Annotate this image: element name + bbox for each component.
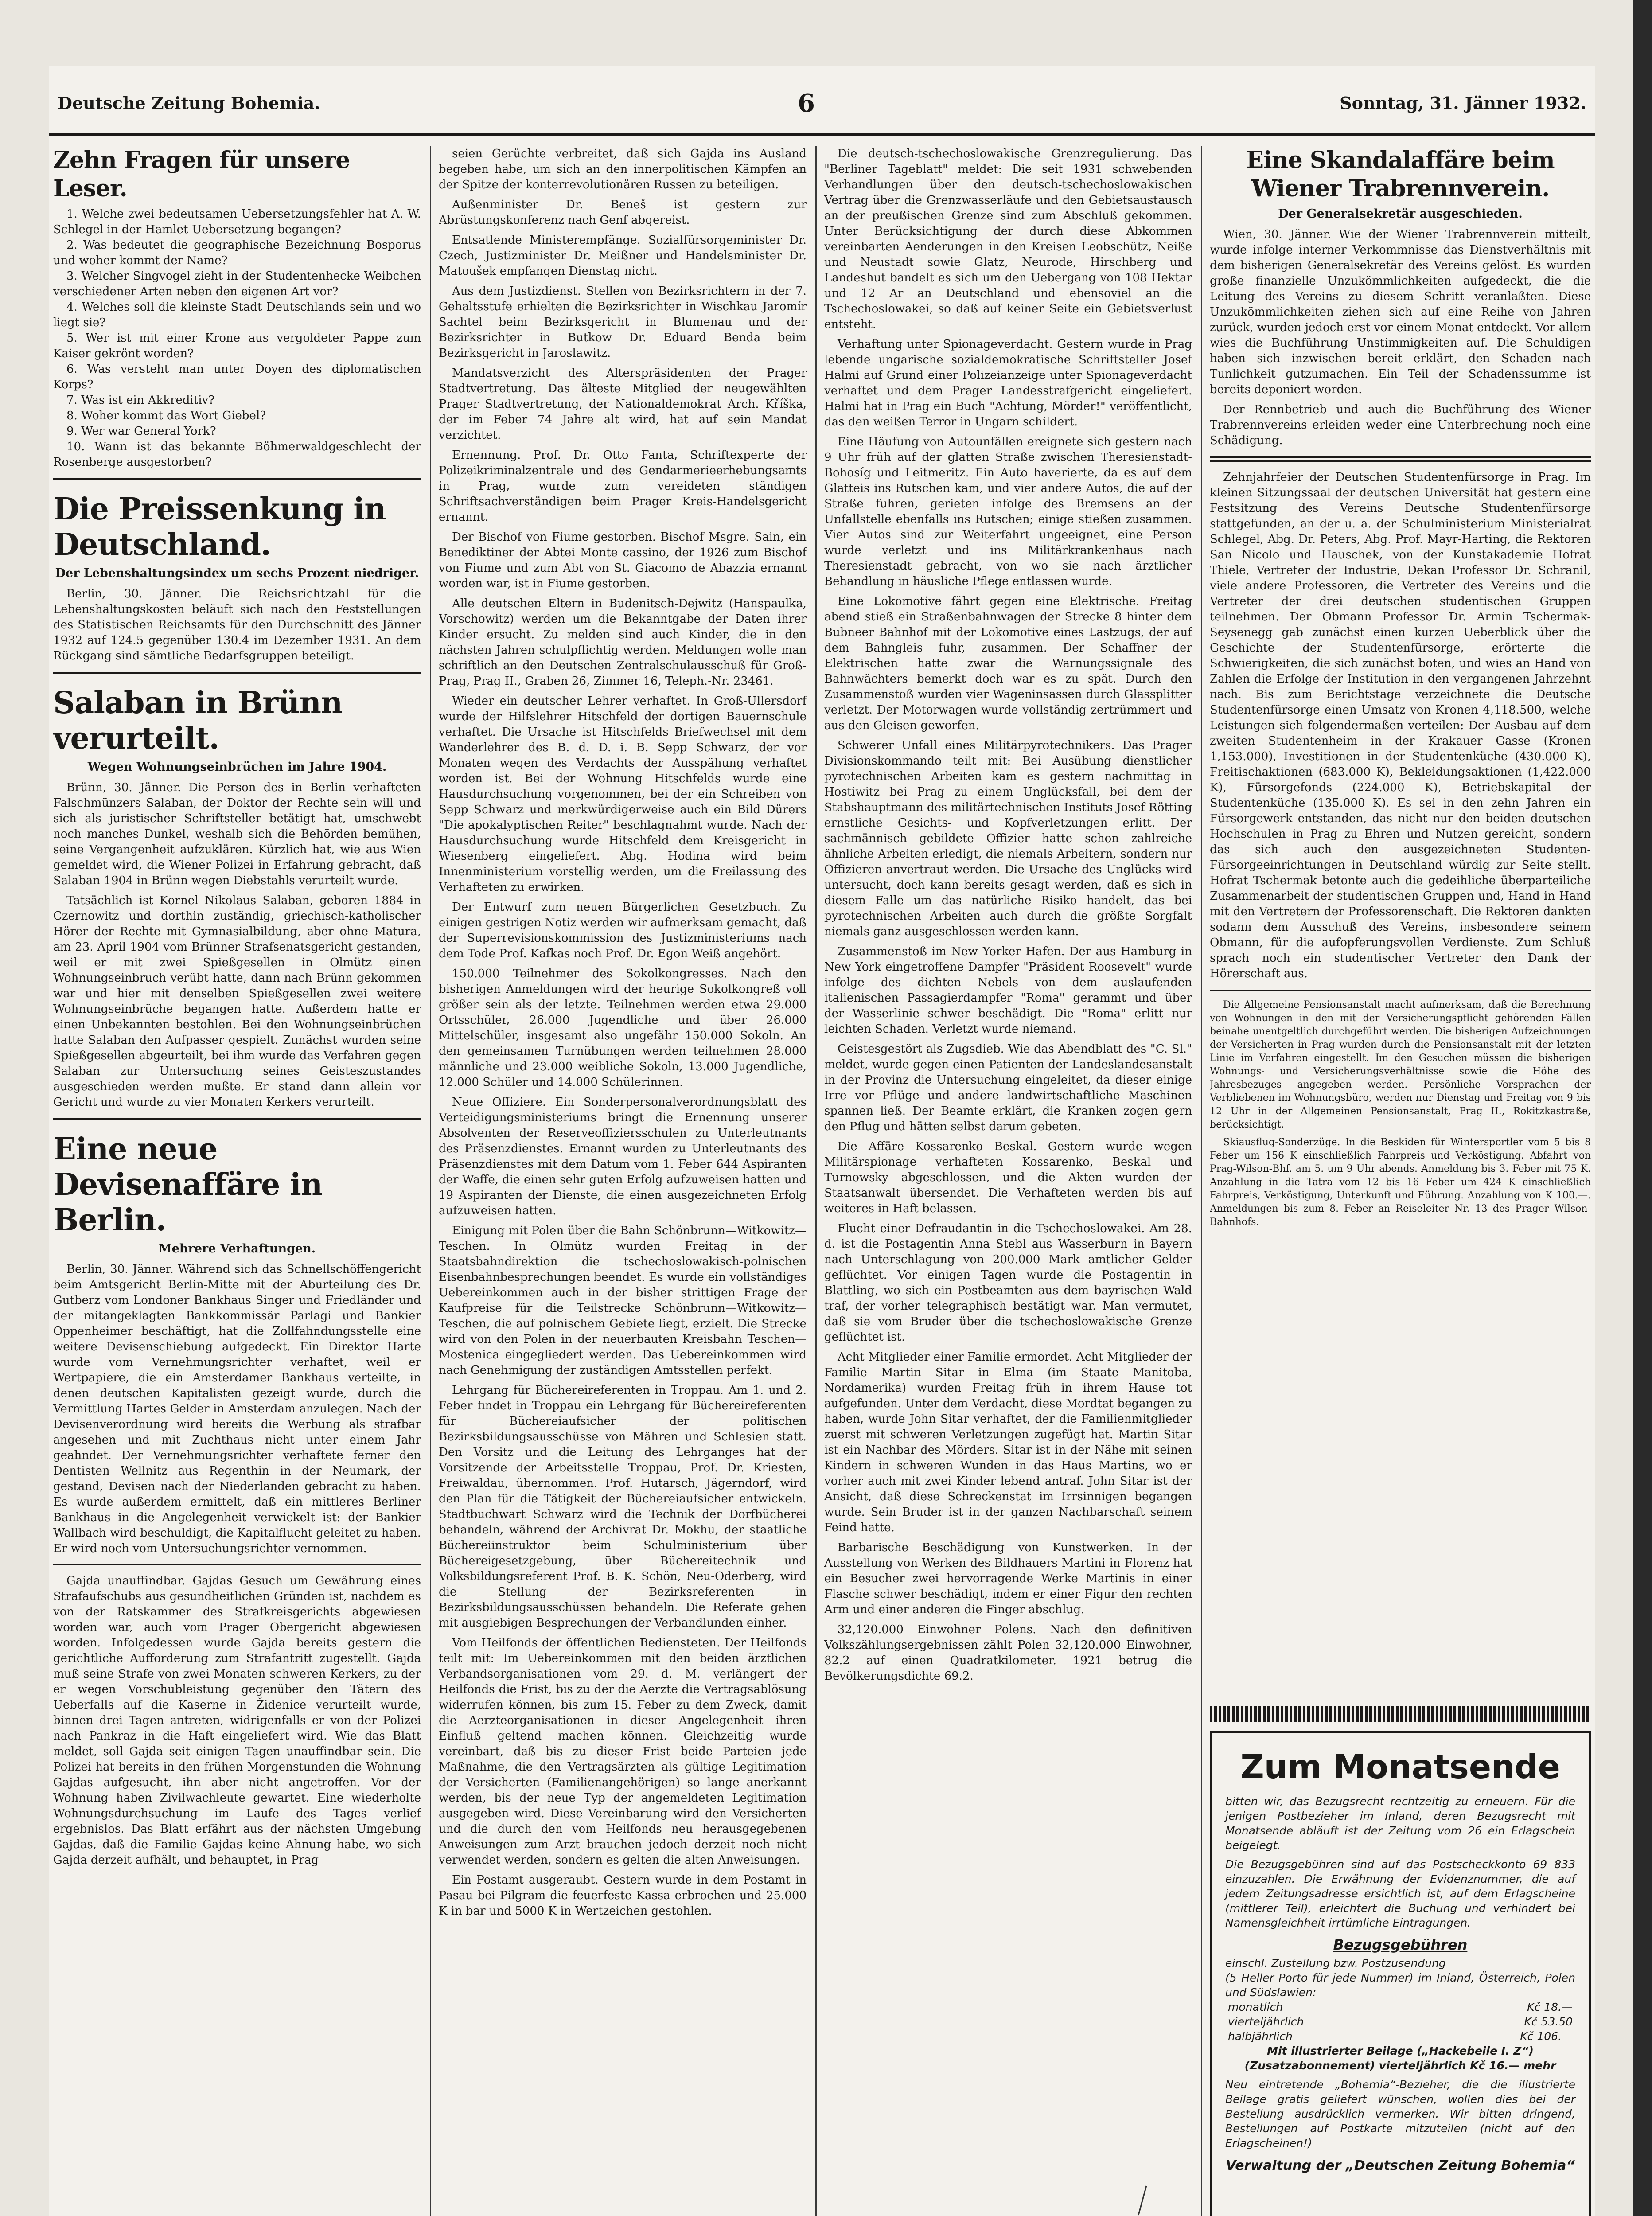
news-item: Verhaftung unter Spionageverdacht. Gestern wurde in Prag lebende ungarische sozialdemokratische Schriftsteller Josef Halmi auf Grund einer Polizeianzeige unter Spionageverdacht verhaftet und dem Prager Landesstrafgericht eingeliefert. Halmi hat in Prag ein Buch "Achtung, Mörder!" veröffentlicht, das den weißen Terror in Ungarn schildert. bbox=[824, 338, 1192, 429]
skandal-body: Der Rennbetrieb und auch die Buchführung des Wiener Trabrennvereins erleiden weder eine Unterbrechung noch eine Schädigung. bbox=[1210, 403, 1591, 447]
preis-body: Berlin, 30. Jänner. Die Reichsrichtzahl für die Lebenshaltungskosten beläuft sich nach den Feststellungen des Statistischen Reichsamts für den Durchschnitt des Jänner 1932 auf 124.5 gegenüber 130.4 im Dezember 1931. An dem Rückgang sind sämtliche Bedarfsgruppen beteiligt. bbox=[53, 587, 421, 663]
skandal-subhead: Der Generalsekretär ausgeschieden. bbox=[1278, 207, 1523, 221]
news-item: Mandatsverzicht des Alterspräsidenten der Prager Stadtvertretung. Das älteste Mitglied der neugewählten Prager Stadtvertretung, der Nationaldemokrat Arch. Kříška, der im Feber 74 Jahre alt wird, hat auf sein Mandat verzichtet. bbox=[439, 367, 807, 442]
fee-price: Kč 18.— bbox=[1527, 2001, 1573, 2013]
skandal-body: Wien, 30. Jänner. Wie der Wiener Trabrennverein mitteilt, wurde infolge interner Verkommnisse das Dienstverhältnis mit dem bisherigen Generalsekretär des Vereins gelöst. Es wurden große finanzielle Unzukömmlichkeiten aufgedeckt, die die Leitung des Vereins zu diesem Schritt veranlaßten. Diese Unzukömmlichkeiten ziehen sich auf eine Reihe von Jahren zurück, wurden jedoch erst vor einem Monat entdeckt. Vor allem wies die Buchführung Unstimmigkeiten auf. Die Schuldigen haben sich inzwischen bereit erklärt, den Schaden nach Tunlichkeit gutzumachen. Ein Teil der Schadenssumme ist bereits deponiert worden. bbox=[1210, 228, 1591, 396]
news-item: Einigung mit Polen über die Bahn Schönbrunn—Witkowitz—Teschen. In Olmütz wurden Freitag in der Staatsbahndirektion die tschechoslowakisch-polnischen Eisenbahnbesprechungen beendet. Es wurde ein vollständiges Uebereinkommen auch in der bisher strittigen Frage der Kaufpreise für die Teilstrecke Schönbrunn—Witkowitz—Teschen, die auf polnischem Gebiete liegt, erzielt. Die Strecke wird von den Polen in der neuerbauten Kreisbahn Teschen—Mostenica eingegliedert werden. Das Uebereinkommen wird nach Genehmigung der zuständigen Amtsstellen perfekt. bbox=[439, 1224, 807, 1377]
preis-headline: Die Preissenkung in Deutschland. bbox=[53, 492, 386, 562]
fees-header: (5 Heller Porto für jede Nummer) im Inland, Österreich, Polen und Südslawien: bbox=[1225, 1971, 1575, 1999]
salaban-subhead: Wegen Wohnungseinbrüchen im Jahre 1904. bbox=[87, 760, 387, 774]
devisen-subhead: Mehrere Verhaftungen. bbox=[158, 1242, 316, 1256]
ad-text: Die Bezugsgebühren sind auf das Postscheckkonto 69 833 einzuzahlen. Die Erwähnung der Evidenznummer, die auf jedem Zeitungsadresse ersichtlich ist, auf dem Erlagscheine (mittlerer Teil), erleichtert die Buchung und verhindert bei Namensgleichheit irrtümliche Eintragungen. bbox=[1225, 1858, 1575, 1929]
news-item: Neue Offiziere. Ein Sonderpersonalverordnungsblatt des Verteidigungsministeriums bringt die Ernennung unserer Absolventen der Reserveoffiziersschulen zu Unterleutnants des Präsenzdienstes. Ernannt wurden zu Unterleutnants des Präsenzdienstes mit dem Datum vom 1. Feber 644 Aspiranten der Waffe, die einen sehr guten Erfolg aufzuweisen hatten und 19 Aspiranten der Dienste, die einen ausgezeichneten Erfolg aufzuweisen hatten. bbox=[439, 1096, 807, 1217]
fee-price: Kč 53.50 bbox=[1524, 2015, 1573, 2028]
ad-footer: Verwaltung der „Deutschen Zeitung Bohemia“ bbox=[1226, 2158, 1575, 2173]
section-divider bbox=[53, 672, 421, 674]
news-item: Eine Häufung von Autounfällen ereignete sich gestern nach 9 Uhr früh auf der glatten Straße zwischen Theresienstadt-Bohosíg und Leitmeritz. Ein Auto haverierte, da es auf dem Glatteis ins Rutschen kam, und vier andere Autos, die auf der Straße fuhren, gerieten infolge des Bremsens an der Unfallstelle ebenfalls ins Rutschen; einige stießen zusammen. Vier Autos sind zur Weiterfahrt ungeeignet, eine Person wurde verletzt und ins Militärkrankenhaus nach Theresienstadt gebracht, von wo sie nach ärztlicher Behandlung in häusliche Pflege entlassen wurde. bbox=[824, 435, 1192, 588]
fees-header: einschl. Zustellung bzw. Postzusendung bbox=[1225, 1957, 1446, 1970]
news-item: Eine Lokomotive fährt gegen eine Elektrische. Freitag abend stieß ein Straßenbahnwagen der Strecke 8 hinter dem Bubneer Bahnhof mit der Lokomotive eines Lastzugs, der auf dem Bahngleis fuhr, zusammen. Der Schaffner der Elektrischen hatte zwar die Warnungssignale des Bahnwächters bemerkt doch war es zu spät. Durch den Zusammenstoß wurden vier Wageninsassen durch Glassplitter verletzt. Der Motorwagen wurde vollständig zertrümmert und aus den Gleisen geworfen. bbox=[824, 595, 1192, 732]
news-item: Der Entwurf zum neuen Bürgerlichen Gesetzbuch. Zu einigen gestrigen Notiz werden wir aufmerksam gemacht, daß der Superrevisionskommission des Justizministeriums nach dem Tode Prof. Kafkas noch Prof. Dr. Egon Weiß angehört. bbox=[439, 901, 807, 960]
quiz-question: 5. Wer ist mit einer Krone aus vergoldeter Pappe zum Kaiser gekrönt worden? bbox=[53, 332, 421, 360]
fees-title: Bezugsgebühren bbox=[1333, 1936, 1468, 1953]
devisen-body: Berlin, 30. Jänner. Während sich das Schnellschöffengericht beim Amtsgericht Berlin-Mitte mit der Aburteilung des Dr. Gutberz vom Londoner Bankhaus Singer und Friedländer und der mitangeklagten Bankkommissär Parlagi und Bankier Oppenheimer beschäftigt, hat die Zollfahndungsstelle eine weitere Devisenschiebung aufgedeckt. Ein Direktor Harte wurde vom Vernehmungsrichter verhaftet, weil er Wertpapiere, die ein Amsterdamer Bankhaus verteilte, in denen deutschen Kapitalisten gezeigt wurde, durch die Vermittlung Hartes Gelder in Amsterdam anzulegen. Nach der Devisenverordnung wird bereits die Werbung als strafbar angesehen und mit Zuchthaus nicht unter einem Jahr geahndet. Der Vernehmungsrichter verhaftete ferner den Dentisten Wellnitz aus Regenthin in der Neumark, der gestand, Devisen nach der Niederlanden gebracht zu haben. Es wurde außerdem ermittelt, daß ein mittleres Berliner Bankhaus in die Angelegenheit verwickelt ist: der Bankier Wallbach wird beschuldigt, die Kapitalflucht geleitet zu haben. Er wird noch vom Untersuchungsrichter vernommen. bbox=[53, 1263, 421, 1555]
ad-text: bitten wir, das Bezugsrecht rechtzeitig zu erneuern. Für die jenigen Postbezieher im Inland, deren Bezugsrecht mit Monatsende abläuft ist der Zeitung vom 26 ein Erlagschein beigelegt. bbox=[1225, 1795, 1575, 1852]
news-item: Acht Mitglieder einer Familie ermordet. Acht Mitglieder der Familie Martin Sitar in Elma (im Staate Manitoba, Nordamerika) wurden Freitag früh in ihrem Hause tot aufgefunden. Unter dem Verdacht, diese Mordtat begangen zu haben, wurde John Sitar verhaftet, der die Familienmitglieder zuerst mit schweren Verletzungen zugefügt hat. Martin Sitar ist ein Nachbar des Mörders. Sitar ist in der Nähe mit seinen Kindern in schweren Wunden in das Haus Martins, wo er vorher auch mit zwei Kinder lebend antraf. John Sitar ist der Ansicht, daß diese Schreckenstat im Irrsinnigen begangen wurde. Sein Bruder ist in der ganzen Nachbarschaft seinem Feind hatte. bbox=[824, 1350, 1192, 1534]
quiz-question: 3. Welcher Singvogel zieht in der Studentenhecke Weibchen verschiedener Arten neben den eigenen Art vor? bbox=[53, 269, 421, 298]
column-rule bbox=[430, 146, 431, 2216]
ad-text: Neu eintretende „Bohemia“-Bezieher, die die illustrierte Beilage gratis geliefert wünschen, wollen dies bei der Bestellung ausdrücklich vermerken. Wir bitten dringend, Bestellungen auf Postkarte mitzuteilen (nicht auf den Erlagscheinen!) bbox=[1225, 2078, 1575, 2150]
fee-period: halbjährlich bbox=[1228, 2030, 1293, 2043]
news-item: Entsatlende Ministerempfänge. Sozialfürsorgeminister Dr. Czech, Justizminister Dr. Meißner und Handelsminister Dr. Matoušek empfangen Dienstag nicht. bbox=[439, 234, 807, 278]
column-2 bbox=[439, 146, 807, 2216]
salaban-body: Tatsächlich ist Kornel Nikolaus Salaban, geboren 1884 in Czernowitz und dorthin zuständig, griechisch-katholischer Hörer der Rechte mit Gymnasialbildung, aber ohne Matura, am 23. April 1904 vom Brünner Strafsenatsgericht gestanden, weil er mit zwei Spießgesellen in Olmütz einen Wohnungseinbruch verübt hatte, dann nach Brünn gekommen war und hier mit denselben Spießgesellen zwei weitere Wohnungseinbrüche begangen hatte. Außerdem hatte er einen Unbekannten bestohlen. Bei den Wohnungseinbrüchen hatte Salaban den Aufpasser gespielt. Zunächst wurden seine Spießgesellen abgeurteilt, bei ihm wurde das Verfahren gegen Salaban zur Untersuchung seines Geisteszustandes ausgeschieden werden mußte. Er stand dann allein vor Gericht und wurde zu vier Monaten Kerkers verurteilt. bbox=[53, 894, 421, 1109]
news-item: Aus dem Justizdienst. Stellen von Bezirksrichtern in der 7. Gehaltsstufe erhielten die Bezirksrichter in Wischkau Jaromír Sachtel beim Bezirksgericht in Blumenau und der Bezirksrichter in Butkow Dr. Eduard Benda beim Bezirksgericht in Jaroslawitz. bbox=[439, 285, 807, 360]
salaban-headline: Salaban in Brünn verurteilt. bbox=[53, 685, 343, 756]
studenten-body: Zehnjahrfeier der Deutschen Studentenfürsorge in Prag. Im kleinen Sitzungssaal der deutschen Universität hat gestern eine Festsitzung des Vereins Deutsche Studentenfürsorge stattgefunden, an der u. a. der Schulministerium Ministerialrat Schlegel, Abg. Dr. Peters, Abg. Prof. Mayr-Harting, die Rektoren San Nicolo und Hauschek, von der Kunstakademie Hofrat Thiele, Vertreter der Industrie, Dekan Professor Dr. Schranil, viele andere Professoren, die Vertreter des Vereins und die Vertreter der drei deutschen studentischen Gruppen teilnehmen. Der Obmann Professor Dr. Armin Tschermak-Seysenegg gab zunächst einen kurzen Ueberblick über die Geschichte der Studentenfürsorge, erörterte die Schwierigkeiten, die sich zunächst boten, und wies an Hand von Zahlen die Erfolge der Institution in den vergangenen Jahrzehnt nach. Bis zum Berichtstage verzeichnete die Deutsche Studentenfürsorge einen Umsatz von Kronen 4,118.500, welche Leistungen sich folgendermaßen verteilen: Der Ausbau auf dem zweiten Studentenheim in der Krakauer Gasse (Kronen 1,153.000), Investitionen in der Studentenküche (430.000 K), Freitischaktionen (683.000 K), Bekleidungsaktionen (1,422.000 K), Fürsorgefonds (224.000 K), Betriebskapital der Studentenküche (135.000 K). Es sei in den zehn Jahren ein Fürsorgewerk entstanden, das nicht nur den beiden deutschen Hochschulen in Prag zu Ehren und Nutzen gereicht, sondern das sich auch den ausgezeichneten Studenten-Fürsorgeeinrichtungen in Deutschland würdig zur Seite stellt. Hofrat Tschermak betonte auch die gedeihliche überparteiliche Zusammenarbeit der studentischen Gruppen und, Hand in Hand mit den Vertretern der Professorenschaft. Die Rektoren dankten sodann dem Ausschuß des Vereins, insbesondere seinem Obmann, für die aufopferungsvollen Verdienste. Zum Schluß sprach noch ein studentischer Vertreter den Dank der Hörerschaft aus. bbox=[1210, 471, 1591, 980]
news-item: 32,120.000 Einwohner Polens. Nach den definitiven Volkszählungsergebnissen zählt Polen 32,120.000 Einwohner, 82.2 auf einen Quadratkilometer. 1921 betrug die Bevölkerungsdichte 69.2. bbox=[824, 1623, 1192, 1683]
news-item: Schwerer Unfall eines Militärpyrotechnikers. Das Prager Divisionskommando teilt mit: Bei Ausübung dienstlicher pyrotechnischen Arbeiten kam es gestern nachmittag in Hostiwitz bei Prag zu einem Unglücksfall, bei dem der Stabshauptmann des militärtechnischen Instituts Josef Rötting ernstliche Gesichts- und Kopfverletzungen erlitt. Der sachmännisch gebildete Offizier hatte schon zahlreiche ähnliche Arbeiten erledigt, die niemals Arbeitern, sondern nur Offizieren anvertraut werden. Die Ursache des Unglücks wird untersucht, doch kann bereits gesagt werden, daß es sich in diesem Falle um das natürliche Risiko handelt, das bei pyrotechnischen Arbeiten auch durch die größte Sorgfalt niemals ganz ausgeschlossen werden kann. bbox=[824, 739, 1192, 938]
news-item: Vom Heilfonds der öffentlichen Bediensteten. Der Heilfonds teilt mit: Im Uebereinkommen mit den beiden ärztlichen Verbandsorganisationen vom 29. d. M. verlängert der Heilfonds die Frist, bis zu der die Aerzte die Vertragsablösung widerrufen können, bis zum 15. Feber zu dem Zweck, damit die Aerzteorganisationen in dieser Angelegenheit ihren Einfluß geltend machen können. Gleichzeitig wurde vereinbart, daß bis zu dieser Frist beide Parteien jede Maßnahme, die den Vertragsärzten als gültige Legitimation der Versicherten (Familienangehörigen) so lange anerkannt werden, bis der neue Typ der angemeldeten Legitimation ausgegeben wird. Diese Vereinbarung wird den Versicherten und die durch den vom Heilfonds neu herausgegebenen Anweisungen zum Arzt brauchen jedoch derzeit noch nicht verwendet werden, sondern es gelten die alten Anweisungen. bbox=[439, 1636, 807, 1867]
news-item: Die deutsch-tschechoslowakische Grenzregulierung. Das "Berliner Tageblatt" meldet: Die seit 1931 schwebenden Verhandlungen über den deutsch-tschechoslowakischen Vertrag über die Grenzwasserläufe und den Gebietsaustausch an der preußischen Grenze sind zum Abschluß gekommen. Unter Berücksichtigung der durch diese Abkommen vereinbarten Aenderungen in den Kreisen Leobschütz, Neiße und Neustadt sowie Glatz, Neurode, Hirschberg und Landeshut bandelt es sich um den Uebergang von 108 Hektar und 12 Ar an Deutschland und ebensoviel an die Tschechoslowakei, so daß auf keiner Seite ein Gebietsverlust entsteht. bbox=[824, 147, 1192, 331]
news-item: Die Affäre Kossarenko—Beskal. Gestern wurde wegen Militärspionage verhafteten Kossarenko, Beskal und Turnowsky abgeschlossen, und die Akten wurden der Staatsanwalt übersendet. Die Verhafteten werden bis auf weiteres in Haft belassen. bbox=[824, 1140, 1192, 1215]
section-divider bbox=[1210, 990, 1591, 991]
small-note: Die Allgemeine Pensionsanstalt macht aufmerksam, daß die Berechnung von Wohnungen in den mit der Versicherungspflicht gehörenden Fällen beinahe unentgeltlich durchgeführt werden. Die bisherigen Aufzeichnungen der Versicherten in Prag wurden durch die Pensionsanstalt mit der letzten Linie im Verfahren eingestellt. Im den Gesuchen müssen die bisherigen Wohnungs- und Versicherungsverhältnisse sowie die Höhe des Jahresbezuges angegeben werden. Persönliche Vorsprachen der Verbliebenen im Wohnungsbüro, werden nur Dienstag und Freitag von 9 bis 12 Uhr in der Allgemeinen Pensionsanstalt, Prag II., Rokitzkastraße, berücksichtigt. bbox=[1210, 999, 1591, 1130]
small-note: Skiausflug-Sonderzüge. In die Beskiden für Wintersportler vom 5 bis 8 Feber um 156 K einschließlich Fahrpreis und Verköstigung. Abfahrt von Prag-Wilson-Bhf. am 5. um 9 Uhr abends. Anmeldung bis 3. Feber mit 75 K. Anzahlung in die Tatra vom 12 bis 16 Feber um 424 K einschließlich Fahrpreis, Verköstigung, Unterkunft und Führung. Anzahlung von K 100.—. Anmeldungen bis zum 8. Feber an Reiseleiter Nr. 13 des Prager Wilson-Bahnhofs. bbox=[1210, 1137, 1591, 1228]
preis-subhead: Der Lebenshaltungsindex um sechs Prozent niedriger. bbox=[55, 566, 419, 580]
news-item: Barbarische Beschädigung von Kunstwerken. In der Ausstellung von Werken des Bildhauers Martini in Florenz hat ein Besucher zwei hervorragende Werke Martinis in einer Flasche schwer beschädigt, indem er einer Figur den rechten Arm und einer anderen die Finger abschlug. bbox=[824, 1541, 1192, 1616]
gajda-body: Gajda unauffindbar. Gajdas Gesuch um Gewährung eines Strafaufschubs aus gesundheitlichen Gründen ist, nachdem es von der Ratskammer des Strafkreisgerichts abgewiesen worden war, auch vom Prager Obergericht abgewiesen worden. Infolgedessen wurde Gajda bereits gestern die gerichtliche Aufforderung zum Strafantritt zugestellt. Gajda muß seine Strafe von zwei Monaten schweren Kerkers, zu der er wegen Vorschubleistung gegenüber den Tätern des Ueberfalls auf die Kaserne in Židenice verurteilt wurde, binnen drei Tagen antreten, widrigenfalls er von der Polizei nach Pankraz in die Haft eingeliefert wird. Wie das Blatt meldet, soll Gajda seit einigen Tagen unauffindbar sein. Die Polizei hat bereits in den frühen Morgenstunden die Wohnung Gajdas aufgesucht, ihn aber nicht angetroffen. Vor der Wohnung haben Zivilwachleute gewartet. Eine wiederholte Wohnungsdurchsuchung im Laufe des Tages verlief ergebnislos. Das Blatt erfährt aus der nächsten Umgebung Gajdas, daß die Familie Gajdas keine Ahnung habe, wo sich Gajda derzeit aufhält, und behauptet, in Prag bbox=[53, 1574, 421, 1867]
news-item: Alle deutschen Eltern in Budenitsch-Dejwitz (Hanspaulka, Vorschowitz) werden um die Bekanntgabe der Daten ihrer Kinder ersucht. Zu melden sind auch Kinder, die in den nächsten Jahren schulpflichtig werden. Meldungen wolle man schriftlich an den Deutschen Zentralschulausschuß für Groß-Prag, Prag II., Graben 26, Zimmer 16, Teleph.-Nr. 23461. bbox=[439, 597, 807, 688]
fees-table bbox=[1225, 2000, 1575, 2044]
small-notes bbox=[1210, 999, 1591, 1229]
quiz-question: 8. Woher kommt das Wort Giebel? bbox=[66, 409, 266, 422]
quiz-question: 6. Was versteht man unter Doyen des diplomatischen Korps? bbox=[53, 363, 421, 391]
pen-mark bbox=[1137, 2185, 1148, 2216]
gajda-continuation: seien Gerüchte verbreitet, daß sich Gajda ins Ausland begeben habe, um sich an den innerpolitischen Kämpfen an der Spitze der konterrevolutionären Russen zu beteiligen. bbox=[439, 147, 807, 191]
news-item: Wieder ein deutscher Lehrer verhaftet. In Groß-Ullersdorf wurde der Hilfslehrer Hitschfeld der dortigen Bauernschule verhaftet. Die Ursache ist Hitschfelds Briefwechsel mit dem Wanderlehrer des B. d. D. i. B. Sepp Schwarz, der vor Monaten wegen des Verdachts der Ausspähung verhaftet worden ist. Bei der Wohnung Hitschfelds wurde eine Hausdurchsuchung vorgenommen, bei der ein Schreiben von Sepp Schwarz und merkwürdigerweise auch ein Bild Dürers "Die apokalyptischen Reiter" beschlagnahmt wurde. Nach der Hausdurchsuchung wurde Hitschfeld dem Kreisgericht in Wiesenberg eingeliefert. Abg. Hodina wird beim Innenministerium vorstellig werden, um die Freilassung des Verhafteten zu erwirken. bbox=[439, 694, 807, 894]
masthead-paper-name: Deutsche Zeitung Bohemia. bbox=[58, 93, 320, 113]
column-3 bbox=[824, 146, 1192, 2216]
news-item: Außenminister Dr. Beneš ist gestern zur Abrüstungskonferenz nach Genf abgereist. bbox=[439, 198, 807, 227]
table-row bbox=[1225, 2029, 1575, 2044]
quiz-question: 1. Welche zwei bedeutsamen Uebersetzungsfehler hat A. W. Schlegel in der Hamlet-Uebersetzung begangen? bbox=[53, 207, 421, 236]
fee-period: vierteljährlich bbox=[1228, 2015, 1304, 2028]
skandal-headline: Eine Skandalaffäre beim Wiener Trabrennverein. bbox=[1246, 147, 1555, 202]
column-1 bbox=[53, 146, 421, 2216]
devisen-headline: Eine neue Devisenaffäre in Berlin. bbox=[53, 1131, 323, 1238]
scan-edge bbox=[1633, 0, 1652, 2216]
ad-top-border bbox=[1210, 1706, 1591, 1722]
fee-period: monatlich bbox=[1228, 2001, 1283, 2013]
salaban-body: Brünn, 30. Jänner. Die Person des in Berlin verhafteten Falschmünzers Salaban, der Doktor der Rechte sein will und sich als juristischer Schriftsteller betätigt hat, umschwebt noch manches Dunkel, weshalb sich die Behörden bemühen, seine Vergangenheit aufzuklären. Kürzlich hat, wie aus Wien gemeldet wird, die Wiener Polizei in Erfahrung gebracht, daß Salaban 1904 in Brünn wegen Diebstahls verurteilt wurde. bbox=[53, 781, 421, 887]
section-divider bbox=[53, 1564, 421, 1565]
table-row bbox=[1225, 2000, 1575, 2014]
news-item: Geistesgestört als Zugsdieb. Wie das Abendblatt des "C. Sl." meldet, wurde gegen einen Patienten der Landeslandesanstalt in der Provinz die Untersuchung eingeleitet, da dieser einige Irre vor Pflüge und andere landwirtschaftliche Maschinen spannen ließ. Der Beamte erklärt, die Kranken zogen gern den Pflug und hätten selbst darum gebeten. bbox=[824, 1042, 1192, 1133]
quiz-question: 7. Was ist ein Akkreditiv? bbox=[66, 394, 215, 407]
masthead-date: Sonntag, 31. Jänner 1932. bbox=[1340, 93, 1586, 113]
news-item: 150.000 Teilnehmer des Sokolkongresses. Nach den bisherigen Anmeldungen wird der heurige Sokolkongreß voll größer sein als der letzte. Teilnehmen werden etwa 29.000 Ortsschüler, 26.000 Jugendliche und über 26.000 Mittelschüler, insgesamt also ungefähr 150.000 Sokoln. An den gemeinsamen Turnübungen werden teilnehmen 28.000 männliche und 23.000 weibliche Sokoln, 13.000 Jugendliche, 12.000 Schüler und 14.000 Schülerinnen. bbox=[439, 967, 807, 1089]
ad-title: Zum Monatsende bbox=[1240, 1748, 1560, 1786]
quiz-headline: Zehn Fragen für unsere Leser. bbox=[53, 147, 350, 202]
table-row bbox=[1225, 2014, 1575, 2029]
column-rule bbox=[1201, 146, 1202, 2216]
news-item: Der Bischof von Fiume gestorben. Bischof Msgre. Sain, ein Benediktiner der Abtei Monte cassino, der 1926 zum Bischof von Fiume und zum Abt von St. Giacomo de Abazzia ernannt worden war, ist in Fiume gestorben. bbox=[439, 531, 807, 590]
quiz-question: 10. Wann ist das bekannte Böhmerwaldgeschlecht der Rosenberge ausgestorben? bbox=[53, 440, 421, 469]
page-number: 6 bbox=[798, 89, 815, 118]
masthead bbox=[49, 84, 1595, 136]
quiz-list bbox=[53, 207, 421, 470]
column-rule bbox=[815, 146, 817, 2216]
ad-supplement: Mit illustrierter Beilage („Hackebeile I. Z“) (Zusatzabonnement) vierteljährlich Kč 16.— mehr bbox=[1244, 2044, 1556, 2072]
quiz-question: 4. Welches soll die kleinste Stadt Deutschlands sein und wo liegt sie? bbox=[53, 300, 421, 329]
newspaper-page bbox=[49, 66, 1595, 2216]
subscription-ad bbox=[1210, 1731, 1591, 2216]
news-item: Flucht einer Defraudantin in die Tschechoslowakei. Am 28. d. ist die Postagentin Anna Stebl aus Wasserburn in Bayern nach Unterschlagung von 200.000 Mark amtlicher Gelder geflüchtet. Vor einigen Tagen wurde die Postagentin in Blattling, wo sich ein Postbeamten aus dem bayrischen Wald traf, der vorher telegraphisch bestätigt war. Man vermutet, daß sie vom Bruder über die tschechoslowakische Grenze geflüchtet ist. bbox=[824, 1222, 1192, 1344]
quiz-question: 9. Wer war General York? bbox=[66, 425, 216, 438]
fee-price: Kč 106.— bbox=[1520, 2030, 1573, 2043]
section-divider bbox=[53, 1118, 421, 1120]
news-item: Zusammenstoß im New Yorker Hafen. Der aus Hamburg in New York eingetroffene Dampfer "Präsident Roosevelt" wurde infolge des dichten Nebels von dem auslaufenden italienischen Passagierdampfer "Roma" gerammt und über der Wasserlinie schwer beschädigt. Die "Roma" erlitt nur leichten Schaden. Verletzt wurde niemand. bbox=[824, 945, 1192, 1036]
section-divider bbox=[1210, 456, 1591, 462]
news-item: Ein Postamt ausgeraubt. Gestern wurde in dem Postamt in Pasau bei Pilgram die feuerfeste Kassa erbrochen und 25.000 K in bar und 5000 K in Wertzeichen gestohlen. bbox=[439, 1873, 807, 1918]
news-item: Lehrgang für Büchereireferenten in Troppau. Am 1. und 2. Feber findet in Troppau ein Lehrgang für Büchereireferenten für Büchereiaufsicher der politischen Bezirksbildungsausschüsse von Mähren und Schlesien statt. Den Vorsitz und die Leitung des Lehrganges hat der Vorsitzende der Arbeitsstelle Troppau, Prof. Dr. Kriesten, Freiwaldau, übernommen. Prof. Hutarsch, Jägerndorf, wird den Plan für die Tätigkeit der Büchereiaufsicher entwickeln. Stadtbuchwart Schwarz wird die Technik der Dorfbücherei behandeln, während der Archivrat Dr. Mokhu, der staatliche Büchereiinstruktor beim Schulministerium über Büchereigesetzgebung, über Büchereitechnik und Volksbildungsreferent Prof. B. K. Schön, Neu-Oderberg, wird die Stellung der Bezirksreferenten in Bezirksbildungsausschüssen behandeln. Die Referate gehen mit ausgiebigen Besprechungen der Verbandlunden einher. bbox=[439, 1384, 807, 1630]
news-item: Ernennung. Prof. Dr. Otto Fanta, Schriftexperte der Polizeikriminalzentrale und des Gendarmerieerhebungsamts in Prag, wurde zum vereideten ständigen Schriftsachverständigen beim Prager Kreis-Handelsgericht ernannt. bbox=[439, 449, 807, 524]
column-4 bbox=[1210, 146, 1591, 1733]
quiz-question: 2. Was bedeutet die geographische Bezeichnung Bosporus und woher kommt der Name? bbox=[53, 238, 421, 267]
section-divider bbox=[53, 478, 421, 480]
